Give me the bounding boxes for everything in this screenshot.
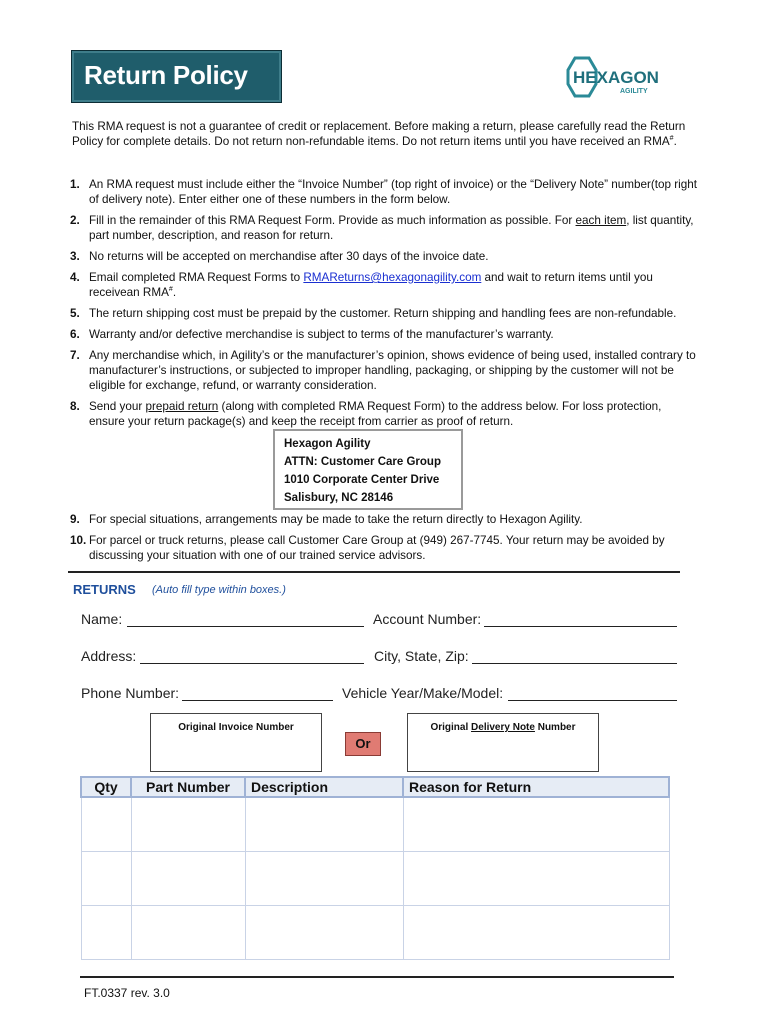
policy-item-9: 9. For special situations, arrangements may be made to take the return directly to Hexagon Agility. [70,513,583,526]
part-number-cell[interactable] [131,852,245,906]
part-number-cell[interactable] [131,797,245,852]
reason-cell[interactable] [403,797,669,852]
or-badge: Or [345,732,381,756]
logo-subword: AGILITY [620,88,648,95]
policy-item-8: 8. Send your prepaid return (along with completed RMA Request Form) to the address below. For loss protection, ensure your return package(s) and keep the receipt from carrier as proof of return. [70,400,662,428]
form-code: FT.0337 rev. 3.0 [84,986,170,1000]
column-header-description: Description [245,777,403,797]
table-row [81,797,669,852]
intro-paragraph [72,119,692,149]
address-line: Salisbury, NC 28146 [284,492,394,504]
policy-item-5: 5. The return shipping cost must be prepaid by the customer. Return shipping and handling fees are non-refundable. [70,307,677,320]
table-header-row [81,777,669,797]
qty-cell[interactable] [81,852,131,906]
delivery-note-box[interactable] [407,713,599,772]
vehicle-field[interactable] [508,700,677,701]
address-line: Hexagon Agility [284,438,371,450]
policy-item-6: 6. Warranty and/or defective merchandise is subject to terms of the manufacturer’s warranty. [70,328,554,341]
description-cell[interactable] [245,852,403,906]
return-address-box [273,429,463,510]
footer-divider [80,976,674,978]
city-state-zip-label: City, State, Zip: [374,648,469,664]
invoice-number-label: Original Invoice Number [178,722,294,733]
qty-cell[interactable] [81,906,131,960]
logo-wordmark: HEXAGON [573,68,659,87]
column-header-reason: Reason for Return [403,777,669,797]
policy-item-7: 7. Any merchandise which, in Agility’s or the manufacturer’s opinion, shows evidence of being used, installed contrary to manufacturer’s instructions, or subjected to improper handling, packaging, or shipping by the customer will not be eligible for exchange, refund, or warranty consideration. [70,349,696,392]
page-title: Return Policy [84,60,248,90]
table-row [81,906,669,960]
reason-cell[interactable] [403,852,669,906]
intro-end: . [673,135,677,148]
table-row [81,852,669,906]
policy-item-4: 4. Email completed RMA Request Forms to RMAReturns@hexagonagility.com and wait to return items until you receivean RMA#. [70,271,653,299]
policy-list [70,177,700,435]
description-cell[interactable] [245,906,403,960]
reason-cell[interactable] [403,906,669,960]
returns-subheading: (Auto fill type within boxes.) [152,584,286,596]
policy-list-continued [70,512,700,569]
address-label: Address: [81,648,137,664]
delivery-note-label: Original Delivery Note Number [430,722,576,733]
part-number-cell[interactable] [131,906,245,960]
phone-number-label: Phone Number: [81,685,180,701]
rma-email-link[interactable]: RMAReturns@hexagonagility.com [303,271,482,284]
address-line: 1010 Corporate Center Drive [284,474,440,486]
invoice-number-box[interactable] [150,713,322,772]
phone-number-field[interactable] [182,700,333,701]
description-cell[interactable] [245,797,403,852]
hexagon-agility-logo [565,54,665,100]
return-items-table [80,776,670,960]
policy-item-2: 2. Fill in the remainder of this RMA Request Form. Provide as much information as possible. For each item, list quantity, part number, description, and reason for return. [70,214,694,242]
intro-sup: # [669,135,674,143]
account-number-label: Account Number: [373,611,482,627]
policy-item-1: 1. An RMA request must include either the “Invoice Number” (top right of invoice) or the “Delivery Note” number(top right of delivery note). Enter either one of these numbers in the form below. [70,178,698,206]
returns-heading: RETURNS [73,582,136,597]
qty-cell[interactable] [81,797,131,852]
name-label: Name: [81,611,123,627]
intro-text: This RMA request is not a guarantee of credit or replacement. Before making a return, please carefully read the Return Policy for complete details. Do not return non-refundable items. Do not return items until you have received an RMA [72,120,686,148]
city-state-zip-field[interactable] [472,663,677,664]
account-number-field[interactable] [484,626,677,627]
policy-item-10: 10. For parcel or truck returns, please call Customer Care Group at (949) 267-7745. Your return may be avoided by discussing your situation with one of our trained service advisors. [70,534,665,562]
name-field[interactable] [127,626,364,627]
column-header-qty: Qty [81,777,131,797]
section-divider [68,571,680,573]
column-header-part-number: Part Number [131,777,245,797]
address-line: ATTN: Customer Care Group [284,456,441,468]
vehicle-label: Vehicle Year/Make/Model: [342,685,504,701]
address-field[interactable] [140,663,364,664]
policy-item-3: 3. No returns will be accepted on merchandise after 30 days of the invoice date. [70,250,489,263]
